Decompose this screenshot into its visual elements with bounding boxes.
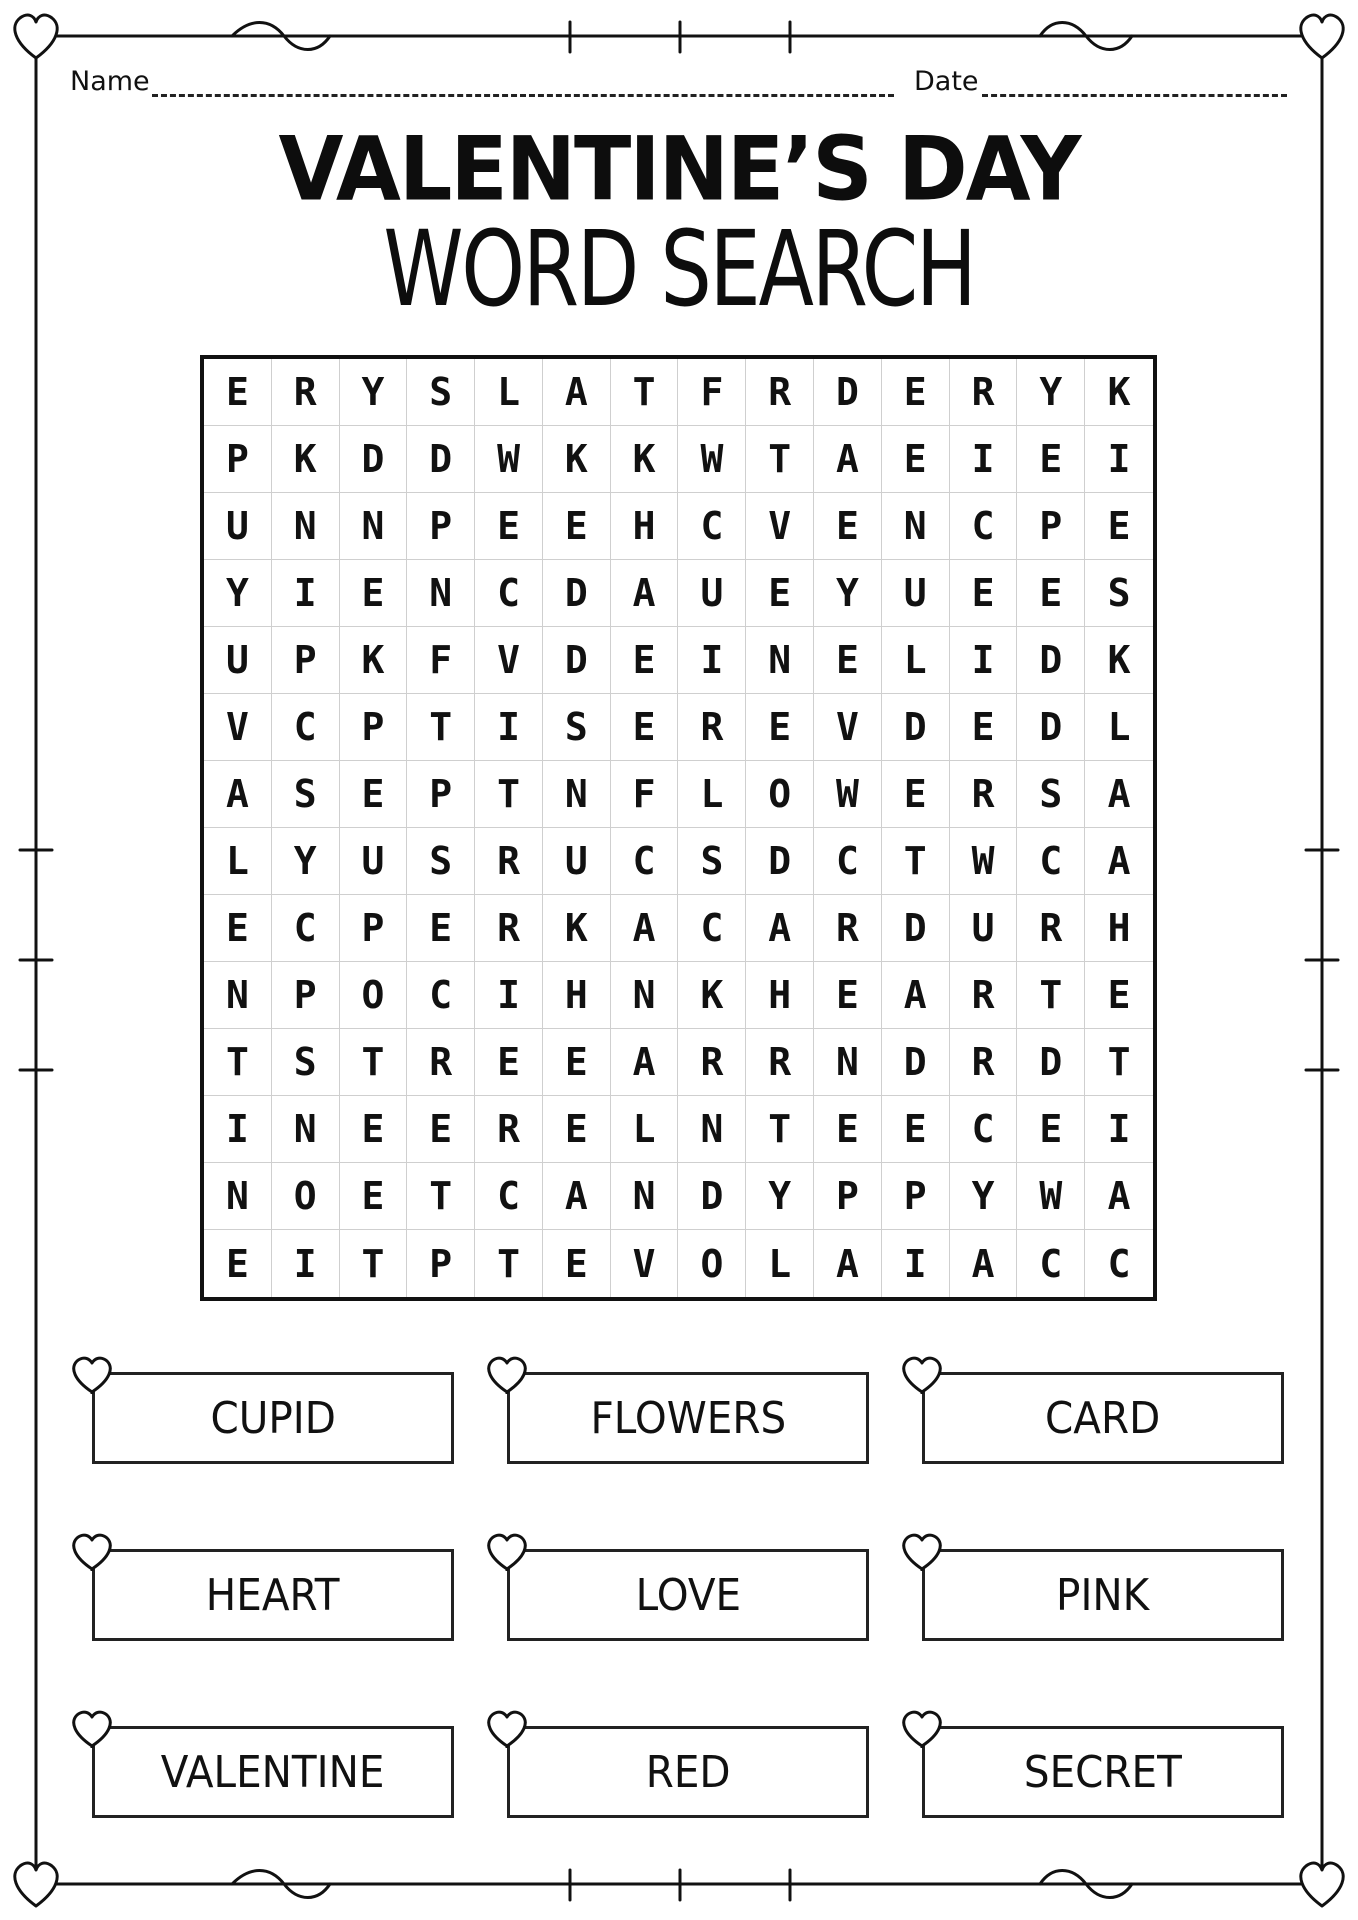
grid-cell[interactable]: T [340, 1029, 408, 1096]
grid-cell[interactable]: P [882, 1163, 950, 1230]
grid-cell[interactable]: T [746, 426, 814, 493]
grid-cell[interactable]: N [272, 1096, 340, 1163]
heart-icon [900, 1531, 944, 1571]
name-field[interactable] [152, 94, 894, 97]
heart-icon [70, 1531, 114, 1571]
heart-icon [70, 1708, 114, 1748]
word-item [507, 1726, 869, 1818]
grid-cell[interactable]: D [340, 426, 408, 493]
grid-cell[interactable]: U [204, 493, 272, 560]
page-subtitle: WORD SEARCH [383, 208, 975, 330]
grid-cell[interactable]: K [611, 426, 679, 493]
grid-cell[interactable]: I [204, 1096, 272, 1163]
grid-cell[interactable]: E [950, 560, 1018, 627]
grid-cell[interactable]: V [204, 694, 272, 761]
grid-cell[interactable]: C [1017, 1230, 1085, 1297]
grid-cell[interactable]: V [611, 1230, 679, 1297]
grid-cell[interactable]: E [407, 1096, 475, 1163]
grid-cell[interactable]: C [678, 493, 746, 560]
grid-cell[interactable]: D [814, 359, 882, 426]
grid-cell[interactable]: T [407, 694, 475, 761]
grid-cell[interactable]: E [746, 694, 814, 761]
grid-cell[interactable]: C [1107, 1241, 1131, 1286]
grid-cell[interactable]: E [543, 1029, 611, 1096]
grid-cell[interactable]: N [611, 962, 679, 1029]
grid-cell[interactable]: R [475, 895, 543, 962]
grid-cell[interactable]: E [814, 493, 882, 560]
grid-cell[interactable]: D [882, 694, 950, 761]
grid-cell[interactable]: D [1017, 1029, 1085, 1096]
grid-cell[interactable]: H [611, 493, 679, 560]
word-label: VALENTINE [161, 1746, 385, 1798]
grid-cell[interactable]: L [882, 627, 950, 694]
grid-cell[interactable]: W [678, 426, 746, 493]
grid-cell[interactable]: S [407, 359, 475, 426]
word-search-grid [200, 355, 1157, 1301]
grid-cell[interactable]: H [746, 962, 814, 1029]
word-item [92, 1726, 454, 1818]
grid-cell[interactable]: R [407, 1029, 475, 1096]
grid-cell[interactable]: S [407, 828, 475, 895]
grid-cell[interactable]: F [678, 359, 746, 426]
grid-cell[interactable]: Y [272, 828, 340, 895]
grid-cell[interactable]: N [746, 627, 814, 694]
grid-cell[interactable]: A [204, 761, 272, 828]
grid-cell[interactable]: F [407, 627, 475, 694]
grid-cell[interactable]: R [950, 359, 1018, 426]
grid-cell[interactable]: K [543, 895, 611, 962]
grid-cell[interactable]: A [814, 426, 882, 493]
grid-cell[interactable]: P [407, 761, 475, 828]
grid-cell[interactable]: I [950, 627, 1018, 694]
grid-cell[interactable]: D [882, 895, 950, 962]
grid-cell[interactable]: E [611, 627, 679, 694]
heart-icon [70, 1354, 114, 1394]
name-label: Name [70, 66, 150, 97]
grid-cell[interactable]: R [746, 1029, 814, 1096]
grid-cell[interactable]: N [204, 962, 272, 1029]
grid-cell[interactable]: D [746, 828, 814, 895]
grid-cell[interactable]: E [204, 359, 272, 426]
grid-cell[interactable]: T [407, 1163, 475, 1230]
grid-cell[interactable]: E [814, 1096, 882, 1163]
word-item [507, 1372, 869, 1464]
grid-cell[interactable]: N [611, 1163, 679, 1230]
grid-cell[interactable]: E [814, 627, 882, 694]
grid-cell[interactable]: A [611, 560, 679, 627]
header-fields [70, 66, 1290, 106]
grid-cell[interactable]: A [1085, 761, 1153, 828]
grid-cell[interactable]: L [204, 828, 272, 895]
grid-cell[interactable]: T [340, 1230, 408, 1297]
grid-cell[interactable]: C [272, 694, 340, 761]
grid-cell[interactable]: N [882, 493, 950, 560]
word-label: FLOWERS [590, 1392, 786, 1444]
heart-icon [485, 1354, 529, 1394]
grid-cell[interactable]: E [543, 1096, 611, 1163]
grid-cell[interactable]: I [475, 694, 543, 761]
grid-cell[interactable]: D [1017, 627, 1085, 694]
grid-cell[interactable]: Y [814, 560, 882, 627]
word-item [507, 1549, 869, 1641]
grid-cell[interactable]: K [678, 962, 746, 1029]
grid-cell[interactable]: I [1085, 1096, 1153, 1163]
grid-cell[interactable]: E [611, 694, 679, 761]
grid-cell[interactable]: L [475, 359, 543, 426]
grid-cell[interactable]: K [1085, 627, 1153, 694]
grid-cell[interactable]: O [678, 1230, 746, 1297]
grid-cell[interactable]: S [678, 828, 746, 895]
grid-cell[interactable]: D [1017, 694, 1085, 761]
grid-cell[interactable]: T [475, 1230, 543, 1297]
grid-cell[interactable]: T [204, 1029, 272, 1096]
grid-cell[interactable]: U [543, 828, 611, 895]
grid-cell[interactable]: K [272, 426, 340, 493]
heart-icon [15, 15, 57, 58]
grid-cell[interactable]: P [407, 1230, 475, 1297]
heart-icon [485, 1531, 529, 1571]
grid-cell[interactable]: C [678, 895, 746, 962]
grid-cell[interactable]: N [543, 761, 611, 828]
grid-cell[interactable]: E [882, 1096, 950, 1163]
grid-cell[interactable]: D [882, 1029, 950, 1096]
grid-cell[interactable]: E [1017, 560, 1085, 627]
grid-cell[interactable]: E [882, 761, 950, 828]
grid-cell[interactable]: U [950, 895, 1018, 962]
grid-cell[interactable]: I [272, 1230, 340, 1297]
grid-cell[interactable]: C [272, 895, 340, 962]
grid-cell[interactable]: Y [746, 1163, 814, 1230]
heart-icon [1301, 15, 1343, 58]
grid-cell[interactable]: R [678, 694, 746, 761]
grid-cell[interactable]: E [1017, 1096, 1085, 1163]
grid-cell[interactable]: S [272, 1029, 340, 1096]
grid-cell[interactable]: A [950, 1230, 1018, 1297]
word-label: HEART [206, 1569, 340, 1621]
grid-cell[interactable]: C [950, 493, 1018, 560]
grid-cell[interactable]: U [882, 560, 950, 627]
grid-cell[interactable]: R [475, 1096, 543, 1163]
grid-cell[interactable]: T [882, 828, 950, 895]
grid-cell[interactable]: S [272, 761, 340, 828]
grid-cell[interactable]: W [1017, 1163, 1085, 1230]
grid-cell[interactable]: V [746, 493, 814, 560]
grid-cell[interactable]: A [611, 895, 679, 962]
grid-cell[interactable]: K [1085, 359, 1153, 426]
grid-cell[interactable]: A [882, 962, 950, 1029]
grid-cell[interactable]: E [543, 493, 611, 560]
grid-cell[interactable]: R [1017, 895, 1085, 962]
grid-cell[interactable]: A [543, 1163, 611, 1230]
heart-icon [900, 1354, 944, 1394]
grid-cell[interactable]: R [272, 359, 340, 426]
grid-cell[interactable]: U [204, 627, 272, 694]
grid-cell[interactable]: I [882, 1230, 950, 1297]
grid-cell[interactable]: H [1085, 895, 1153, 962]
grid-cell[interactable]: O [746, 761, 814, 828]
word-item [922, 1372, 1284, 1464]
grid-cell[interactable]: S [1085, 560, 1153, 627]
grid-cell[interactable]: L [746, 1230, 814, 1297]
grid-cell[interactable]: F [611, 761, 679, 828]
grid-cell[interactable]: A [1085, 1163, 1153, 1230]
grid-cell[interactable]: E [340, 761, 408, 828]
grid-cell[interactable]: C [950, 1096, 1018, 1163]
grid-cell[interactable]: I [950, 426, 1018, 493]
grid-cell[interactable]: D [678, 1163, 746, 1230]
grid-cell[interactable]: N [340, 493, 408, 560]
grid-cell[interactable]: C [475, 560, 543, 627]
grid-cell[interactable]: E [204, 1230, 272, 1297]
grid-cell[interactable]: N [407, 560, 475, 627]
date-field[interactable] [982, 94, 1287, 97]
grid-cell[interactable]: L [678, 761, 746, 828]
grid-cell[interactable]: T [746, 1096, 814, 1163]
grid-cell[interactable]: D [543, 560, 611, 627]
grid-cell[interactable]: C [475, 1163, 543, 1230]
grid-cell[interactable]: R [950, 1029, 1018, 1096]
grid-cell[interactable]: S [543, 694, 611, 761]
grid-cell[interactable]: O [340, 962, 408, 1029]
grid-cell[interactable]: T [611, 359, 679, 426]
grid-cell[interactable]: T [475, 761, 543, 828]
grid-cell[interactable]: E [407, 895, 475, 962]
word-item [92, 1372, 454, 1464]
grid-cell[interactable]: E [882, 426, 950, 493]
grid-cell[interactable]: P [204, 426, 272, 493]
grid-cell[interactable]: K [543, 426, 611, 493]
word-label: LOVE [635, 1569, 741, 1621]
grid-cell[interactable]: C [611, 828, 679, 895]
grid-cell[interactable]: R [746, 359, 814, 426]
grid-cell[interactable]: R [678, 1029, 746, 1096]
grid-cell[interactable]: T [1017, 962, 1085, 1029]
word-label: CARD [1045, 1392, 1161, 1444]
grid-cell[interactable]: P [407, 493, 475, 560]
grid-cell[interactable]: R [814, 895, 882, 962]
grid-cell[interactable]: C [407, 962, 475, 1029]
grid-cell[interactable]: S [1017, 761, 1085, 828]
word-label: SECRET [1024, 1746, 1182, 1798]
grid-cell[interactable]: P [814, 1163, 882, 1230]
grid-cell[interactable]: W [475, 426, 543, 493]
grid-cell[interactable]: E [204, 895, 272, 962]
grid-cell[interactable]: V [475, 627, 543, 694]
grid-cell[interactable]: U [340, 828, 408, 895]
grid-cell[interactable]: E [340, 1163, 408, 1230]
grid-cell[interactable]: E [340, 1096, 408, 1163]
grid-cell[interactable]: P [272, 962, 340, 1029]
word-item [92, 1549, 454, 1641]
date-label: Date [914, 66, 979, 97]
grid-cell[interactable]: D [543, 627, 611, 694]
grid-cell[interactable]: D [407, 426, 475, 493]
grid-cell[interactable]: P [272, 627, 340, 694]
grid-cell[interactable]: E [543, 1230, 611, 1297]
grid-cell[interactable]: C [1017, 828, 1085, 895]
word-item [922, 1549, 1284, 1641]
grid-cell[interactable]: P [1017, 493, 1085, 560]
word-label: RED [645, 1746, 731, 1798]
grid-cell[interactable]: A [814, 1230, 882, 1297]
grid-cell[interactable]: Y [1017, 359, 1085, 426]
grid-cell[interactable]: T [1085, 1029, 1153, 1096]
word-label: PINK [1056, 1569, 1150, 1621]
grid-cell[interactable]: E [1085, 962, 1153, 1029]
grid-cell[interactable]: I [1085, 426, 1153, 493]
grid-cell[interactable]: Y [340, 359, 408, 426]
grid-cell[interactable]: E [1085, 493, 1153, 560]
grid-cell[interactable]: N [814, 1029, 882, 1096]
grid-cell[interactable]: R [950, 962, 1018, 1029]
grid-cell[interactable]: I [475, 962, 543, 1029]
grid-cell[interactable]: A [611, 1029, 679, 1096]
grid-cell[interactable]: L [1085, 694, 1153, 761]
grid-cell[interactable]: R [950, 761, 1018, 828]
grid-cell[interactable]: Y [950, 1163, 1018, 1230]
grid-cell[interactable]: E [950, 694, 1018, 761]
grid-cell[interactable]: W [814, 761, 882, 828]
grid-cell[interactable]: C [814, 828, 882, 895]
grid-cell[interactable]: A [746, 895, 814, 962]
grid-cell[interactable]: P [340, 694, 408, 761]
grid-cell[interactable]: I [272, 560, 340, 627]
grid-cell[interactable]: A [1085, 828, 1153, 895]
grid-cell[interactable]: V [814, 694, 882, 761]
heart-icon [1301, 1863, 1343, 1906]
grid-cell[interactable]: E [1017, 426, 1085, 493]
grid-cell[interactable]: H [543, 962, 611, 1029]
heart-icon [900, 1708, 944, 1748]
grid-cell[interactable]: P [340, 895, 408, 962]
heart-icon [485, 1708, 529, 1748]
grid-cell[interactable]: W [950, 828, 1018, 895]
grid-cell[interactable]: U [678, 560, 746, 627]
grid-cell[interactable]: E [475, 493, 543, 560]
grid-cell[interactable]: E [746, 560, 814, 627]
grid-cell[interactable]: O [272, 1163, 340, 1230]
grid-cell[interactable]: E [475, 1029, 543, 1096]
grid-cell[interactable]: N [272, 493, 340, 560]
grid-cell[interactable]: E [814, 962, 882, 1029]
word-label: CUPID [210, 1392, 336, 1444]
grid-cell[interactable]: E [882, 359, 950, 426]
grid-cell[interactable]: N [204, 1163, 272, 1230]
grid-cell[interactable]: Y [204, 560, 272, 627]
word-item [922, 1726, 1284, 1818]
grid-cell[interactable]: I [678, 627, 746, 694]
heart-icon [15, 1863, 57, 1906]
grid-cell[interactable]: K [340, 627, 408, 694]
page-title: VALENTINE’S DAY [278, 117, 1080, 221]
grid-cell[interactable]: L [611, 1096, 679, 1163]
grid-cell[interactable]: N [678, 1096, 746, 1163]
grid-cell[interactable]: A [543, 359, 611, 426]
grid-cell[interactable]: E [340, 560, 408, 627]
grid-cell[interactable]: R [475, 828, 543, 895]
